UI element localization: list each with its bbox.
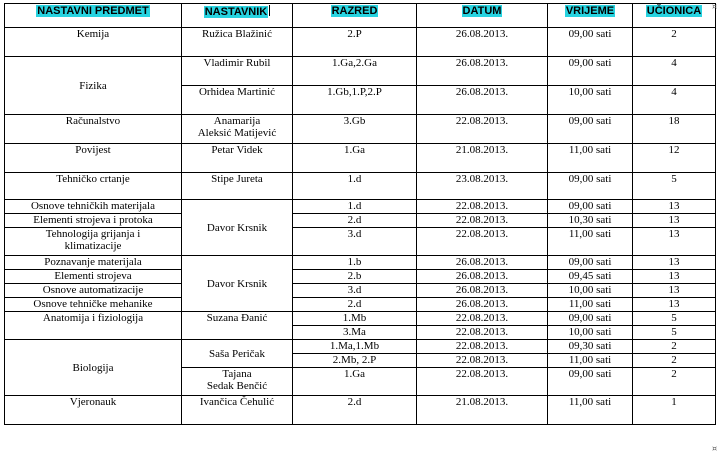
cell-class[interactable]: 1.d <box>293 173 417 200</box>
cell-date[interactable]: 22.08.2013. <box>417 228 548 256</box>
cell-room[interactable]: 13 <box>633 298 716 312</box>
table-row <box>5 270 716 284</box>
cell-room[interactable]: 12 <box>633 144 716 173</box>
teacher-line: Aleksić Matijević <box>197 127 277 139</box>
cell-time[interactable]: 09,00 sati <box>548 115 633 144</box>
cell-room[interactable]: 13 <box>633 228 716 256</box>
end-of-cell-marker: ¤ <box>712 2 718 11</box>
cell-time[interactable]: 09,00 sati <box>548 57 633 86</box>
cell-subject[interactable]: Elementi strojeva <box>5 270 182 284</box>
cell-class[interactable]: 1.Ga <box>293 144 417 173</box>
table-row <box>5 312 716 326</box>
cell-time[interactable]: 09,00 sati <box>548 200 633 214</box>
cell-teacher[interactable]: Vladimir Rubil <box>182 57 293 86</box>
cell-date[interactable]: 22.08.2013. <box>417 214 548 228</box>
cell-subject[interactable]: Kemija <box>5 28 182 57</box>
cell-time[interactable]: 11,00 sati <box>548 354 633 368</box>
cell-room[interactable]: 5 <box>633 326 716 340</box>
table-row <box>5 298 716 312</box>
cell-date[interactable]: 26.08.2013. <box>417 284 548 298</box>
cell-time[interactable]: 11,00 sati <box>548 228 633 256</box>
cell-time[interactable]: 09,30 sati <box>548 340 633 354</box>
cell-time[interactable]: 09,00 sati <box>548 368 633 396</box>
header-class[interactable]: RAZRED <box>293 4 417 28</box>
cell-class[interactable]: 1.Gb,1.P,2.P <box>293 86 417 115</box>
cell-room[interactable]: 1 <box>633 396 716 425</box>
cell-date[interactable]: 26.08.2013. <box>417 28 548 57</box>
cell-subject[interactable]: Osnove tehničkih materijala <box>5 200 182 214</box>
cell-class[interactable]: 2.d <box>293 396 417 425</box>
cell-subject[interactable]: Računalstvo <box>5 115 182 144</box>
cell-class[interactable]: 2.Mb, 2.P <box>293 354 417 368</box>
cell-date[interactable]: 22.08.2013. <box>417 115 548 144</box>
cell-time[interactable]: 10,00 sati <box>548 86 633 115</box>
cell-teacher[interactable]: Orhidea Martinić <box>182 86 293 115</box>
cell-room[interactable]: 2 <box>633 340 716 354</box>
table-row <box>5 144 716 173</box>
header-date[interactable]: DATUM <box>417 4 548 28</box>
header-subject[interactable]: NASTAVNI PREDMET <box>5 4 182 28</box>
cell-time[interactable]: 09,45 sati <box>548 270 633 284</box>
cell-date[interactable]: 22.08.2013. <box>417 200 548 214</box>
cell-class[interactable]: 2.d <box>293 214 417 228</box>
cell-room[interactable]: 18 <box>633 115 716 144</box>
cell-date[interactable]: 23.08.2013. <box>417 173 548 200</box>
cell-time[interactable]: 11,00 sati <box>548 144 633 173</box>
header-teacher[interactable]: NASTAVNIK <box>182 4 293 28</box>
table-row <box>5 284 716 298</box>
cell-room[interactable]: 2 <box>633 354 716 368</box>
cell-time[interactable]: 10,30 sati <box>548 214 633 228</box>
cell-class[interactable]: 2.d <box>293 298 417 312</box>
cell-subject[interactable]: Fizika <box>5 57 182 115</box>
header-room[interactable]: UČIONICA <box>633 4 716 28</box>
cell-subject[interactable]: Povijest <box>5 144 182 173</box>
cell-subject[interactable]: Elementi strojeva i protoka <box>5 214 182 228</box>
cell-date[interactable]: 22.08.2013. <box>417 368 548 396</box>
header-row <box>5 4 716 28</box>
cell-date[interactable]: 26.08.2013. <box>417 86 548 115</box>
cell-teacher[interactable]: Petar Videk <box>182 144 293 173</box>
cell-subject[interactable]: Biologija <box>5 340 182 396</box>
cell-teacher[interactable] <box>182 368 293 396</box>
cell-subject[interactable]: Tehničko crtanje <box>5 173 182 200</box>
cell-teacher[interactable]: Saša Peričak <box>182 340 293 368</box>
header-time[interactable]: VRIJEME <box>548 4 633 28</box>
cell-room[interactable]: 13 <box>633 256 716 270</box>
cell-room[interactable]: 2 <box>633 28 716 57</box>
cell-room[interactable]: 4 <box>633 57 716 86</box>
cell-room[interactable]: 5 <box>633 173 716 200</box>
cell-date[interactable]: 26.08.2013. <box>417 256 548 270</box>
cell-time[interactable]: 09,00 sati <box>548 28 633 57</box>
table-row <box>5 115 716 144</box>
teacher-line: Tajana <box>222 368 252 380</box>
cell-date[interactable]: 26.08.2013. <box>417 298 548 312</box>
cell-time[interactable]: 09,00 sati <box>548 256 633 270</box>
cell-teacher[interactable]: Ružica Blažinić <box>182 28 293 57</box>
exam-schedule-table <box>4 3 716 425</box>
cell-date[interactable]: 22.08.2013. <box>417 326 548 340</box>
subject-line: Tehnologija grijanja i <box>45 228 141 240</box>
cell-subject[interactable]: Anatomija i fiziologija <box>5 312 182 340</box>
table-row <box>5 396 716 425</box>
cell-subject[interactable]: Poznavanje materijala <box>5 256 182 270</box>
cell-class[interactable]: 1.Ga <box>293 368 417 396</box>
subject-line: klimatizacije <box>64 240 122 252</box>
cell-date[interactable]: 22.08.2013. <box>417 340 548 354</box>
teacher-line: Sedak Benčić <box>206 380 268 392</box>
cell-room[interactable]: 13 <box>633 270 716 284</box>
table-row <box>5 340 716 354</box>
text-cursor <box>269 5 270 16</box>
cell-time[interactable]: 11,00 sati <box>548 396 633 425</box>
teacher-line: Anamarija <box>213 115 261 127</box>
table-row <box>5 28 716 57</box>
cell-time[interactable]: 11,00 sati <box>548 298 633 312</box>
cell-class[interactable]: 3.Gb <box>293 115 417 144</box>
cell-room[interactable]: 13 <box>633 214 716 228</box>
cell-subject[interactable] <box>5 228 182 256</box>
cell-class[interactable]: 2.P <box>293 28 417 57</box>
table-row <box>5 200 716 214</box>
cell-room[interactable]: 5 <box>633 312 716 326</box>
cell-time[interactable]: 09,00 sati <box>548 173 633 200</box>
cell-date[interactable]: 26.08.2013. <box>417 270 548 284</box>
cell-class[interactable]: 1.d <box>293 200 417 214</box>
cell-date[interactable]: 22.08.2013. <box>417 312 548 326</box>
cell-date[interactable]: 21.08.2013. <box>417 144 548 173</box>
cell-date[interactable]: 22.08.2013. <box>417 354 548 368</box>
table-row <box>5 214 716 228</box>
table-row <box>5 57 716 86</box>
cell-class[interactable]: 2.b <box>293 270 417 284</box>
table-row <box>5 256 716 270</box>
table-row <box>5 228 716 256</box>
cell-subject[interactable]: Osnove tehničke mehanike <box>5 298 182 312</box>
cell-class[interactable]: 1.Ma,1.Mb <box>293 340 417 354</box>
cell-room[interactable]: 13 <box>633 284 716 298</box>
cell-class[interactable]: 3.d <box>293 228 417 256</box>
cell-teacher[interactable]: Ivančica Čehulić <box>182 396 293 425</box>
cell-time[interactable]: 10,00 sati <box>548 284 633 298</box>
cell-room[interactable]: 2 <box>633 368 716 396</box>
cell-teacher[interactable]: Davor Krsnik <box>182 256 293 312</box>
cell-time[interactable]: 09,00 sati <box>548 312 633 326</box>
cell-subject[interactable]: Osnove automatizacije <box>5 284 182 298</box>
cell-room[interactable]: 13 <box>633 200 716 214</box>
table-row <box>5 173 716 200</box>
cell-date[interactable]: 26.08.2013. <box>417 57 548 86</box>
cell-teacher[interactable]: Stipe Jureta <box>182 173 293 200</box>
cell-class[interactable]: 1.b <box>293 256 417 270</box>
cell-teacher[interactable]: Davor Krsnik <box>182 200 293 256</box>
end-of-table-marker: ¤ <box>712 444 718 453</box>
cell-class[interactable]: 3.Ma <box>293 326 417 340</box>
cell-room[interactable]: 4 <box>633 86 716 115</box>
cell-date[interactable]: 21.08.2013. <box>417 396 548 425</box>
cell-teacher[interactable] <box>182 115 293 144</box>
cell-subject[interactable]: Vjeronauk <box>5 396 182 425</box>
schedule-page <box>4 3 716 425</box>
cell-class[interactable]: 1.Ga,2.Ga <box>293 57 417 86</box>
cell-class[interactable]: 3.d <box>293 284 417 298</box>
cell-class[interactable]: 1.Mb <box>293 312 417 326</box>
cell-time[interactable]: 10,00 sati <box>548 326 633 340</box>
cell-teacher[interactable]: Suzana Đanić <box>182 312 293 340</box>
